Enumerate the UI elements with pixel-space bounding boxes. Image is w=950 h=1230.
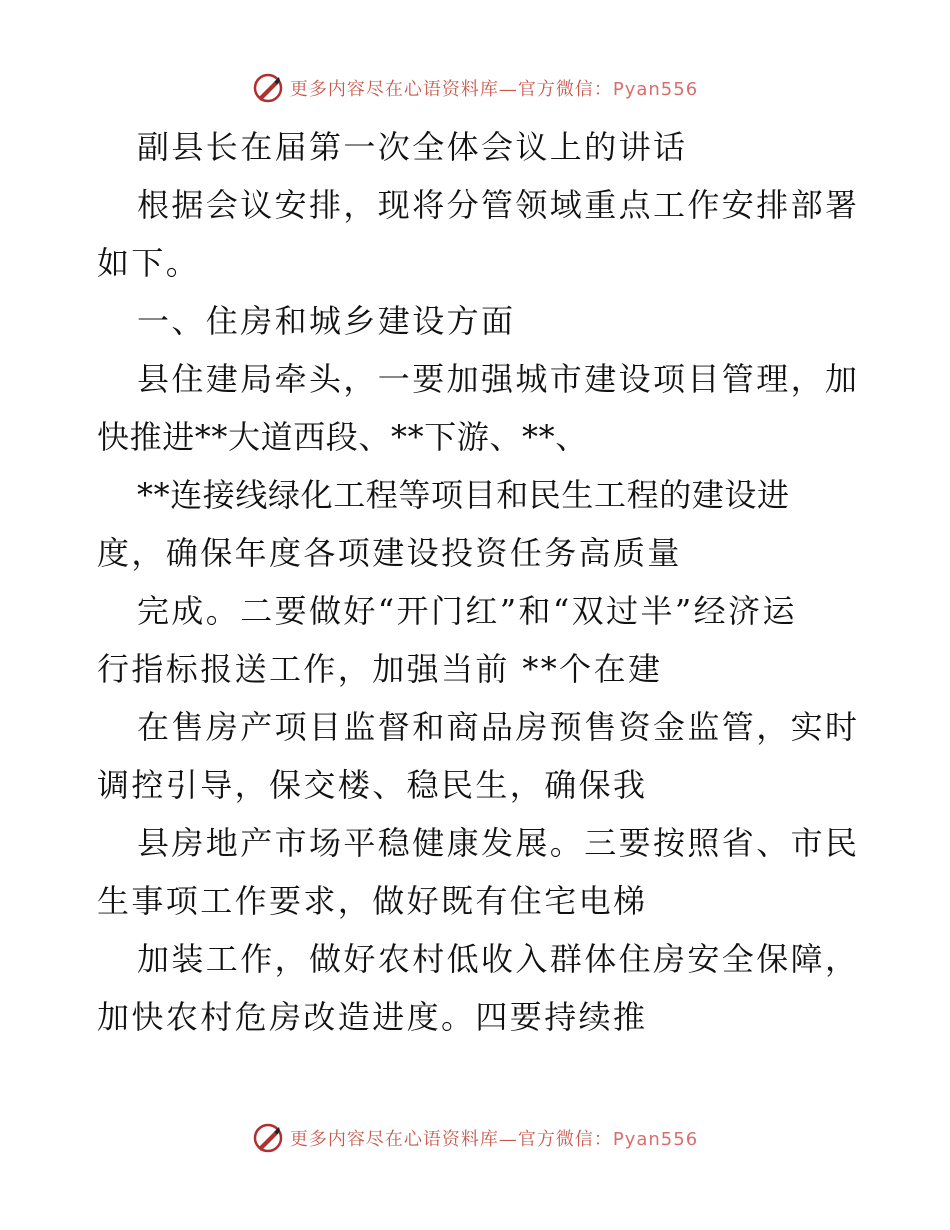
paragraph-line: 县房地产市场平稳健康发展。三要按照省、市民 — [137, 824, 860, 862]
banner-text: 更多内容尽在心语资料库—官方微信：Pyan556 — [289, 79, 699, 100]
paragraph-line: 调控引导，保交楼、稳民生，确保我 — [97, 766, 648, 804]
paragraph-line: 行指标报送工作，加强当前 **个在建 — [97, 650, 663, 688]
document-title: 副县长在届第一次全体会议上的讲话 — [137, 128, 688, 166]
banner-text: 更多内容尽在心语资料库—官方微信：Pyan556 — [289, 1129, 699, 1150]
paragraph-line: 如下。 — [97, 244, 201, 282]
paragraph-line: 在售房产项目监督和商品房预售资金监管，实时 — [137, 708, 860, 746]
paragraph-line: 快推进**大道西段、**下游、**、 — [97, 418, 588, 456]
paragraph-line: 加快农村危房改造进度。四要持续推 — [97, 998, 648, 1036]
document-body — [97, 118, 860, 1046]
paragraph-line: **连接线绿化工程等项目和民生工程的建设进 — [137, 476, 790, 514]
pen-logo-icon — [252, 1122, 284, 1154]
pen-logo-icon — [252, 72, 284, 104]
section-heading: 一、住房和城乡建设方面 — [137, 302, 516, 340]
paragraph-line: 县住建局牵头，一要加强城市建设项目管理，加 — [137, 360, 860, 398]
paragraph-line: 生事项工作要求，做好既有住宅电梯 — [97, 882, 648, 920]
header-banner — [0, 72, 950, 104]
paragraph-line: 度，确保年度各项建设投资任务高质量 — [97, 534, 682, 572]
paragraph-line: 加装工作，做好农村低收入群体住房安全保障， — [137, 940, 860, 978]
paragraph-line: 完成。二要做好“开门红”和“双过半”经济运 — [137, 592, 797, 630]
paragraph-line: 根据会议安排，现将分管领域重点工作安排部署 — [137, 186, 860, 224]
footer-banner — [0, 1122, 950, 1154]
